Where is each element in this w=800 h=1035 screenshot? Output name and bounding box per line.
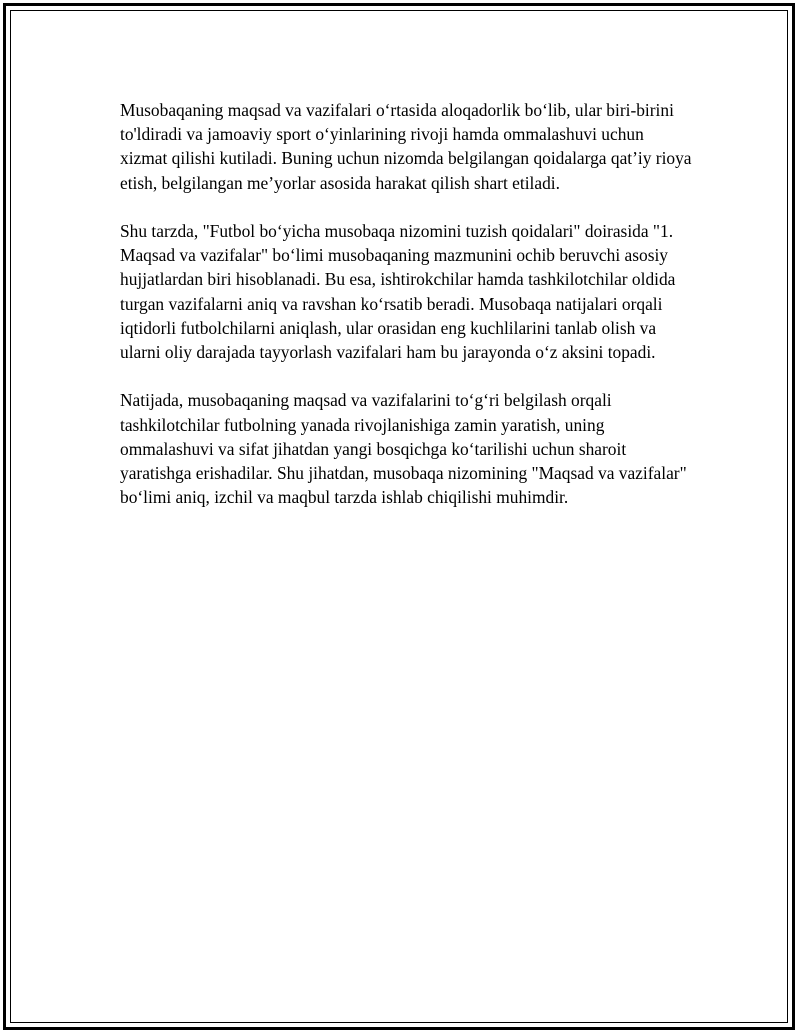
paragraph-3: Natijada, musobaqaning maqsad va vazifalarini toʻgʻri belgilash orqali tashkilotchilar futbolning yanada rivojlanishiga zamin yaratish, uning ommalashuvi va sifat jihatdan yangi bosqichga koʻtarilishi uchun sharoit yaratishga erishadilar. Shu jihatdan, musobaqa nizomining "Maqsad va vazifalar" boʻlimi aniq, izchil va maqbul tarzda ishlab chiqilishi muhimdir. (120, 390, 687, 508)
document-body (120, 98, 692, 534)
paragraph-1: Musobaqaning maqsad va vazifalari oʻrtasida aloqadorlik boʻlib, ular biri-birini to'ldiradi va jamoaviy sport oʻyinlarining rivoji hamda ommalashuvi uchun xizmat qilishi kutiladi. Buning uchun nizomda belgilangan qoidalarga qatʼiy rioya etish, belgilangan meʼyorlar asosida harakat qilish shart etiladi. (120, 100, 692, 193)
paragraph-2: Shu tarzda, "Futbol boʻyicha musobaqa nizomini tuzish qoidalari" doirasida "1. Maqsad va vazifalar" boʻlimi musobaqaning mazmunini ochib beruvchi asosiy hujjatlardan biri hisoblanadi. Bu esa, ishtirokchilar hamda tashkilotchilar oldida turgan vazifalarni aniq va ravshan koʻrsatib beradi. Musobaqa natijalari orqali iqtidorli futbolchilarni aniqlash, ular orasidan eng kuchlilarini tanlab olish va ularni oliy darajada tayyorlash vazifalari ham bu jarayonda oʻz aksini topadi. (120, 221, 676, 363)
document-page (3, 3, 795, 1030)
